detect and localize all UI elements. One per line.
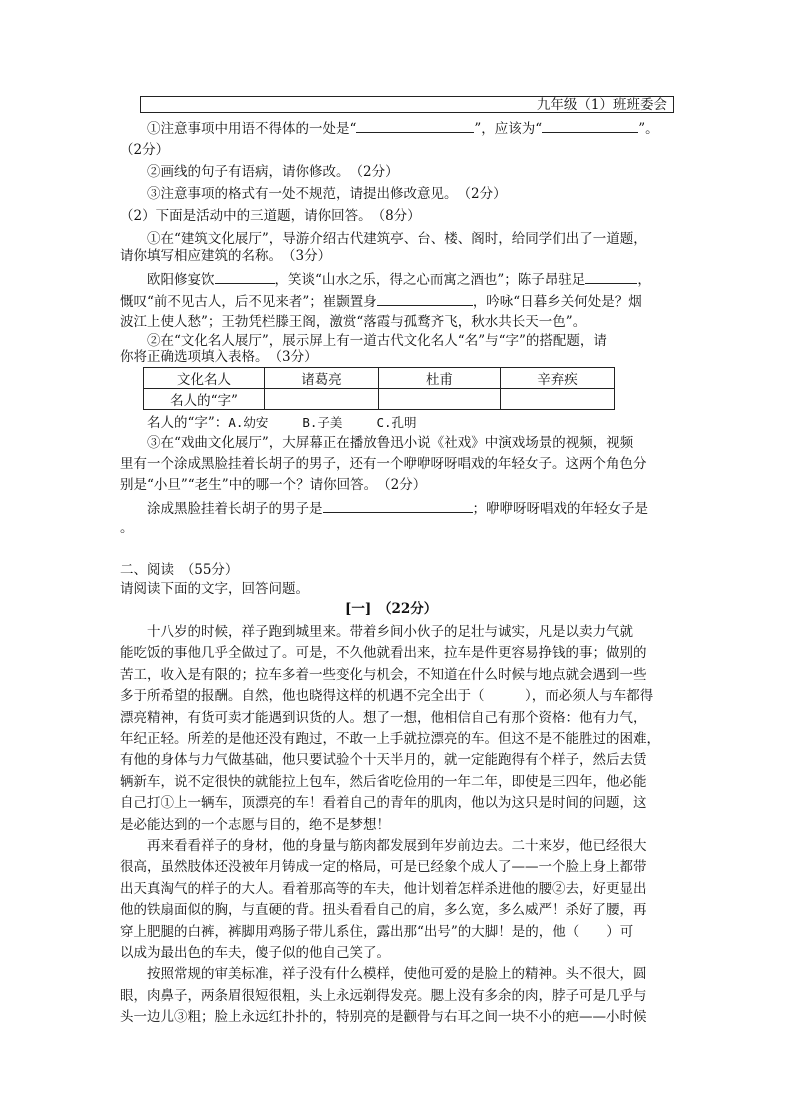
passage-line: 以成为最出色的车夫，傻子似的他自己笑了。	[120, 945, 390, 961]
answer-blank-3[interactable]	[215, 268, 275, 284]
table-header-cell: 诸葛亮	[265, 368, 379, 389]
q2-s3-line3: 别是“小旦”“老生”中的哪一个？请你回答。 （2分）	[120, 477, 427, 493]
answer-blank-2[interactable]	[542, 117, 638, 133]
q2-s1-line4: 慨叹“前不见古人，后不见来者”；崔颢置身 ，吟咏“日暮乡关何处是？烟	[120, 290, 642, 314]
q2-s3-line2: 里有一个涂成黑脸挂着长胡子的男子，还有一个咿咿呀呀唱戏的年轻女子。这两个角色分	[120, 456, 647, 472]
passage-line: 头一边儿③粗；脸上永远红扑扑的，特别亮的是颧骨与右耳之间一块不小的疤——小时候	[120, 1009, 647, 1026]
table-row	[144, 389, 615, 410]
q2-s2-line1: ②在“文化名人展厅”，展示屏上有一道古代文化名人“名”与“字”的搭配题，请	[147, 333, 607, 349]
passage-line: 按照常规的审美标准，祥子没有什么模样，使他可爱的是脸上的精神。头不很大，圆	[147, 966, 647, 983]
answer-cell[interactable]	[265, 389, 379, 410]
answer-blank-4[interactable]	[585, 268, 637, 284]
answer-blank-6[interactable]	[323, 497, 473, 513]
passage-line: 眼，肉鼻子，两条眉很短很粗，头上永远剃得发亮。腮上没有多余的肉，脖子可是几乎与	[120, 987, 647, 1004]
q1-line1: ①注意事项中用语不得体的一处是“ ”，应该为“ ”。	[147, 117, 659, 141]
name-table	[143, 367, 615, 410]
passage-line: 十八岁的时候，祥子跑到城里来。带着乡间小伙子的足壮与诚实，凡是以卖力气就	[147, 624, 633, 640]
signature-text: 九年级（1）班班委会	[536, 97, 667, 113]
passage-line: 辆新车，说不定很快的就能拉上包车，然后省吃俭用的一年二年，即使是三四年，他必能	[120, 773, 647, 790]
q2-s3-answer-end: 。	[120, 520, 134, 536]
answer-blank-5[interactable]	[377, 290, 473, 306]
q2-s1-line3: 欧阳修宴饮 ，笑谈“山水之乐，得之心而寓之酒也”；陈子昂驻足 ，	[147, 268, 651, 292]
passage-line: 苦工，收入是有限的；拉车多着一些变化与机会，不知道在什么时候与地点就会遇到一些	[120, 666, 647, 683]
part-title: [一] （22分）	[345, 601, 438, 617]
q2-header: （2）下面是活动中的三道题，请你回答。 （8分）	[120, 208, 421, 224]
answer-cell[interactable]	[379, 389, 501, 410]
passage-line: 出天真淘气的样子的大人。看着那高等的车夫，他计划着怎样杀进他的腰②去，好更显出	[120, 880, 647, 897]
q2-s1-line2: 请你填写相应建筑的名称。 （3分）	[120, 248, 332, 264]
table-header-cell: 辛弃疾	[501, 368, 615, 389]
reading-instruction: 请阅读下面的文字，回答问题。	[120, 581, 309, 597]
table-row	[144, 368, 615, 389]
option-b: B.子美	[302, 415, 343, 430]
passage-line: 能吃饭的事他几乎全做过了。可是，不久他就看出来，拉车是件更容易挣钱的事；做别的	[120, 645, 647, 662]
q1-line4: ③注意事项的格式有一处不规范，请提出修改意见。 （2分）	[147, 186, 507, 202]
passage-line: 他的铁扇面似的胸，与直硬的背。扭头看看自己的肩，多么宽，多么威严！杀好了腰，再	[120, 902, 647, 919]
option-c: C.孔明	[376, 415, 417, 430]
passage-line: 穿上肥腿的白裤，裤脚用鸡肠子带儿系住，露出那“出号”的大脚！是的，他（ ）可	[120, 923, 634, 940]
q2-s3-answer: 涂成黑脸挂着长胡子的男子是 ；咿咿呀呀唱戏的年轻女子是	[147, 497, 648, 521]
q2-s2-line2: 你将正确选项填入表格。 （3分）	[120, 349, 318, 365]
table-row-label: 名人的“字”	[144, 389, 265, 410]
q1-line2: （2分）	[120, 142, 170, 158]
passage-line: 再来看看祥子的身材，他的身量与筋肉都发展到年岁前边去。二十来岁，他已经很大	[147, 838, 647, 854]
options-line: 名人的“字”：A.幼安 B.子美 C.孔明	[147, 415, 417, 431]
signature-box	[140, 96, 674, 113]
answer-blank-1[interactable]	[356, 117, 474, 133]
q1-line3: ②画线的句子有语病，请你修改。 （2分）	[147, 164, 399, 180]
passage-line: 漂亮精神，有货可卖才能遇到识货的人。想了一想，他相信自己有那个资格：他有力气，	[120, 709, 647, 726]
answer-cell[interactable]	[501, 389, 615, 410]
table-header-cell: 杜甫	[379, 368, 501, 389]
q2-s3-line1: ③在“戏曲文化展厅”，大屏幕正在播放鲁迅小说《社戏》中演戏场景的视频，视频	[147, 435, 634, 451]
passage-line: 多于所希望的报酬。自然，他也晓得这样的机遇不完全出于（ ），而必须人与车都得	[120, 688, 654, 705]
passage-line: 是必能达到的一个志愿与目的，绝不是梦想！	[120, 816, 390, 833]
q2-s1-line5: 波江上使人愁”；王勃凭栏滕王阁，激赏“落霞与孤鹜齐飞，秋水共长天一色”。	[120, 314, 587, 330]
passage-line: 自己打①上一辆车，顶漂亮的车！看着自己的青年的肌肉，他以为这只是时间的问题，这	[120, 795, 647, 812]
section-heading: 二、阅读 （55分）	[120, 562, 239, 578]
passage-line: 年纪正轻。所差的是他还没有跑过，不敢一上手就拉漂亮的车。但这不是不能胜过的困难，	[120, 731, 660, 747]
passage-line: 很高，虽然肢体还没被年月铸成一定的格局，可是已经象个成人了——一个脸上身上都带	[120, 859, 647, 876]
option-a: A.幼安	[228, 415, 269, 430]
passage-line: 有他的身体与力气做基础，他只要试验个十天半月的，就一定能跑得有个样子，然后去赁	[120, 752, 647, 769]
table-header-cell: 文化名人	[144, 368, 265, 389]
q2-s1-line1: ①在“建筑文化展厅”，导游介绍古代建筑亭、台、楼、阁时，给同学们出了一道题，	[147, 231, 647, 247]
